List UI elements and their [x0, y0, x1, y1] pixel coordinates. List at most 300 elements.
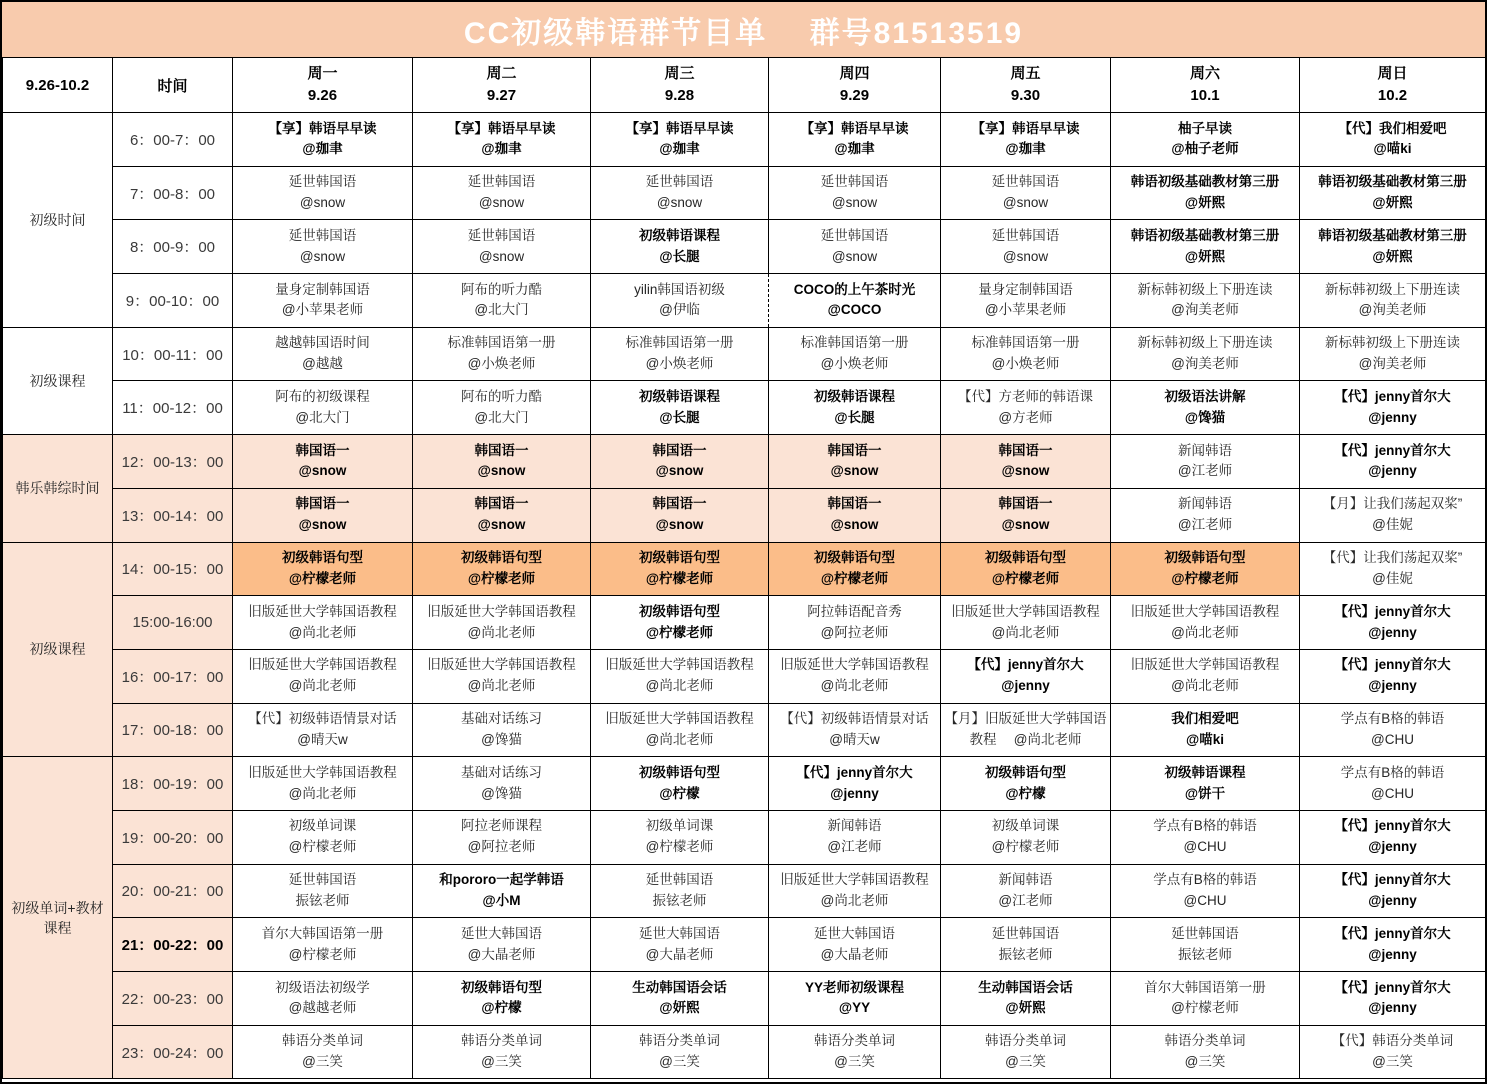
cell-lines: [593, 927, 766, 963]
cell-lines: [415, 658, 588, 694]
schedule-cell: [413, 274, 591, 328]
cell-lines: [235, 336, 410, 372]
course-title: 韩语初级基础教材第三册: [1130, 174, 1280, 190]
course-title: 【代】jenny首尔大: [1334, 388, 1451, 404]
cell-lines: [1113, 551, 1297, 587]
teacher-name: @jenny: [1368, 946, 1417, 962]
time-cell: 9：00-10：00: [113, 274, 233, 328]
cell-lines: [1302, 336, 1483, 372]
schedule-cell: [1111, 274, 1300, 328]
course-title: 和pororo一起学韩语: [439, 872, 564, 888]
cell-lines: [593, 229, 766, 265]
cell-lines: [771, 444, 938, 480]
teacher-name: @snow: [478, 195, 525, 211]
course-title: 初级韩语句型: [814, 550, 895, 565]
course-title: 韩国语一: [295, 496, 350, 512]
schedule-cell: [233, 757, 413, 811]
schedule-cell: [233, 596, 413, 650]
cell-lines: [415, 1034, 588, 1070]
course-title: 旧版延世大学韩国语教程: [427, 657, 576, 673]
course-title: 学点有B格的韩语: [1153, 818, 1257, 834]
teacher-name: @snow: [656, 195, 703, 211]
course-title: 韩语分类单词: [282, 1033, 363, 1049]
cell-lines: [943, 819, 1108, 855]
teacher-name: @尚北老师: [991, 624, 1060, 640]
time-cell: 11：00-12：00: [113, 381, 233, 435]
schedule-cell: [233, 113, 413, 167]
teacher-name: @长腿: [659, 409, 700, 425]
teacher-name: @珈聿: [302, 141, 343, 157]
cell-lines: [235, 819, 410, 855]
cell-lines: [593, 336, 766, 372]
schedule-cell: [1300, 488, 1486, 542]
day-header-3: [591, 58, 769, 113]
cell-lines: [1113, 175, 1297, 211]
cell-lines: [1302, 283, 1483, 319]
time-cell: 15:00-16:00: [113, 596, 233, 650]
time-cell: 10：00-11：00: [113, 327, 233, 381]
teacher-name: @尚北老师: [288, 624, 357, 640]
schedule-cell: [1111, 488, 1300, 542]
teacher-name: @snow: [478, 248, 525, 264]
course-title: 旧版延世大学韩国语教程: [605, 657, 754, 673]
teacher-name: @jenny: [1368, 624, 1417, 640]
cell-lines: [1113, 766, 1297, 802]
schedule-cell: [769, 1025, 941, 1079]
table-row: [3, 596, 1486, 650]
row-group-label: 初级课程: [3, 542, 113, 757]
teacher-name: @尚北老师: [288, 785, 357, 801]
cell-lines: [771, 551, 938, 587]
teacher-name: @三笑: [1005, 1054, 1046, 1070]
weekday-label: 周三: [664, 64, 695, 82]
teacher-name: @尚北老师: [645, 678, 714, 694]
course-title: 延世韩国语: [288, 227, 357, 243]
course-title: 新闻韩语: [827, 818, 882, 834]
time-cell: 16：00-17：00: [113, 649, 233, 703]
date-label: 9.26: [307, 87, 338, 104]
course-title: 首尔大韩国语第一册: [261, 925, 384, 941]
course-title: 【代】jenny首尔大: [967, 657, 1084, 673]
cell-lines: [943, 981, 1108, 1017]
cell-lines: [1113, 390, 1297, 426]
schedule-cell: [413, 649, 591, 703]
schedule-cell: [1300, 220, 1486, 274]
teacher-name: @洵美老师: [1171, 356, 1239, 372]
schedule-cell: [591, 113, 769, 167]
cell-lines: [1113, 712, 1297, 748]
teacher-name: @小苹果老师: [984, 302, 1067, 318]
cell-lines: [1113, 229, 1297, 265]
cell-lines: [593, 658, 766, 694]
schedule-cell: [413, 864, 591, 918]
schedule-cell: [1300, 596, 1486, 650]
teacher-name: @三笑: [481, 1054, 522, 1070]
course-title: 【代】jenny首尔大: [1334, 818, 1451, 834]
course-title: 新标韩初级上下册连读: [1137, 335, 1273, 351]
cell-lines: [943, 873, 1108, 909]
schedule-cell: [1111, 220, 1300, 274]
cell-lines: [415, 229, 588, 265]
teacher-name: @江老师: [827, 839, 882, 855]
course-title: 延世韩国语: [467, 174, 536, 190]
teacher-name: @妍熙: [659, 1000, 700, 1016]
course-title: 韩国语一: [295, 442, 350, 458]
course-title: 韩语分类单词: [814, 1033, 895, 1049]
teacher-name: @江老师: [998, 892, 1053, 908]
teacher-name: @长腿: [834, 409, 875, 425]
teacher-name: @阿拉老师: [820, 624, 889, 640]
course-title: 旧版延世大学韩国语教程: [780, 657, 929, 673]
cell-lines: [771, 658, 938, 694]
course-title: 初级韩语句型: [985, 764, 1066, 780]
schedule-cell: [941, 703, 1111, 757]
day-header-7: [1300, 58, 1486, 113]
course-title: 韩语初级基础教材第三册: [1318, 174, 1467, 190]
course-title: 旧版延世大学韩国语教程: [427, 603, 576, 619]
teacher-name: @柠檬老师: [645, 624, 714, 640]
course-title: 量身定制韩国语: [978, 281, 1073, 297]
teacher-name: @尚北老师: [645, 731, 714, 747]
schedule-cell: [1111, 1025, 1300, 1079]
teacher-name: 振铉老师: [998, 946, 1053, 962]
teacher-name: @晴天w: [829, 731, 880, 747]
schedule-cell: [941, 488, 1111, 542]
cell-lines: [415, 605, 588, 641]
cell-lines: [943, 175, 1108, 211]
cell-lines: [1113, 497, 1297, 533]
cell-lines: [415, 122, 588, 158]
teacher-name: @洵美老师: [1171, 302, 1239, 318]
teacher-name: @jenny: [1001, 678, 1050, 694]
schedule-cell: [1300, 542, 1486, 596]
teacher-name: @尚北老师: [820, 678, 889, 694]
teacher-name: @snow: [1001, 517, 1050, 533]
cell-lines: [235, 658, 410, 694]
course-title: 延世大韩国语: [461, 925, 542, 941]
schedule-cell: [1300, 327, 1486, 381]
teacher-name: @snow: [830, 517, 879, 533]
course-title: 越越韩国语时间: [275, 335, 370, 351]
teacher-name: @snow: [477, 517, 526, 533]
cell-lines: [415, 873, 588, 909]
teacher-name: @柠檬: [1005, 785, 1046, 801]
cell-lines: [1113, 283, 1297, 319]
time-cell: 13：00-14：00: [113, 488, 233, 542]
course-title: 新标韩初级上下册连读: [1325, 335, 1460, 351]
schedule-cell: [1300, 810, 1486, 864]
teacher-name: @YY: [838, 1000, 871, 1016]
schedule-cell: [233, 703, 413, 757]
weekday-label: 周五: [1010, 64, 1041, 82]
course-title: 韩国语一: [827, 496, 882, 512]
schedule-cell: [233, 435, 413, 489]
schedule-cell: [769, 327, 941, 381]
teacher-name: @小焕老师: [991, 356, 1060, 372]
table-row: [3, 864, 1486, 918]
cell-lines: [593, 444, 766, 480]
teacher-name: @尚北老师: [1171, 678, 1239, 694]
schedule-cell: [941, 1025, 1111, 1079]
course-title: 初级韩语句型: [639, 603, 720, 619]
cell-lines: [943, 444, 1108, 480]
teacher-name: @尚北老师: [1171, 624, 1239, 640]
schedule-cell: [413, 810, 591, 864]
cell-lines: [771, 712, 938, 748]
cell-lines: [1113, 336, 1297, 372]
table-row: [3, 649, 1486, 703]
teacher-name: @妍熙: [1005, 1000, 1046, 1016]
teacher-name: @佳妮: [1372, 570, 1413, 586]
course-title: 韩语初级基础教材第三册: [1130, 227, 1280, 243]
schedule-cell: [591, 810, 769, 864]
teacher-name: @三笑: [302, 1054, 343, 1070]
schedule-cell: [1111, 864, 1300, 918]
schedule-cell: [941, 327, 1111, 381]
teacher-name: @尚北老师: [288, 678, 357, 694]
teacher-name: @喵ki: [1373, 141, 1412, 157]
table-row: [3, 488, 1486, 542]
cell-lines: [235, 390, 410, 426]
teacher-name: @三笑: [1184, 1054, 1226, 1070]
teacher-name: @妍熙: [1372, 248, 1413, 264]
teacher-name: @馋猫: [481, 785, 522, 801]
schedule-cell: [233, 918, 413, 972]
course-title: 旧版延世大学韩国语教程: [780, 872, 929, 888]
time-cell: 18：00-19：00: [113, 757, 233, 811]
schedule-cell: [1300, 435, 1486, 489]
teacher-name: @snow: [1002, 195, 1049, 211]
course-title: 生动韩国语会话: [632, 979, 727, 995]
schedule-cell: [591, 864, 769, 918]
schedule-cell: [413, 435, 591, 489]
course-title: 【享】韩语早早读: [447, 120, 556, 136]
course-title: 【代】jenny首尔大: [1334, 979, 1451, 995]
schedule-cell: [1111, 327, 1300, 381]
schedule-cell: [233, 274, 413, 328]
cell-lines: [943, 229, 1108, 265]
schedule-cell: [1300, 381, 1486, 435]
cell-lines: [415, 766, 588, 802]
cell-lines: [1302, 873, 1483, 909]
schedule-cell: [769, 757, 941, 811]
cell-lines: [771, 766, 938, 802]
course-title: 【代】初级韩语情景对话: [780, 711, 929, 727]
cell-lines: [1113, 873, 1297, 909]
schedule-cell: [1300, 166, 1486, 220]
day-header-4: [769, 58, 941, 113]
course-title: 旧版延世大学韩国语教程: [248, 603, 397, 619]
cell-lines: [235, 873, 410, 909]
schedule-cell: [413, 703, 591, 757]
teacher-name: @饼干: [1184, 785, 1226, 801]
course-title: 【代】韩语分类单词: [1331, 1033, 1454, 1049]
teacher-name: @jenny: [1368, 839, 1417, 855]
teacher-name: @snow: [1002, 248, 1049, 264]
cell-lines: [235, 175, 410, 211]
course-title: 初级单词课: [991, 818, 1060, 834]
teacher-name: @三笑: [659, 1054, 700, 1070]
row-group-label: 初级课程: [3, 327, 113, 434]
schedule-cell: [591, 918, 769, 972]
schedule-cell: [769, 596, 941, 650]
cell-lines: [771, 283, 938, 319]
course-title: 初级韩语课程: [814, 388, 895, 404]
schedule-cell: [413, 918, 591, 972]
schedule-cell: [413, 972, 591, 1026]
course-title: 标准韩国语第一册: [800, 335, 909, 351]
schedule-cell: [941, 757, 1111, 811]
schedule-cell: [769, 810, 941, 864]
schedule-cell: [769, 113, 941, 167]
schedule-cell: [1300, 649, 1486, 703]
course-title: 【月】让我们荡起双桨”: [1322, 496, 1463, 512]
cell-lines: [235, 283, 410, 319]
schedule-cell: [769, 274, 941, 328]
course-title: 韩语分类单词: [461, 1033, 542, 1049]
header-row: [3, 58, 1486, 113]
course-title: 【代】jenny首尔大: [1334, 442, 1451, 458]
teacher-name: @jenny: [1368, 409, 1417, 425]
schedule-cell: [233, 488, 413, 542]
course-title: 韩语分类单词: [639, 1033, 720, 1049]
teacher-name: @小M: [482, 892, 521, 908]
teacher-name: @妍熙: [1372, 195, 1413, 211]
cell-lines: [593, 551, 766, 587]
cell-lines: [415, 551, 588, 587]
course-title: 【代】我们相爱吧: [1338, 120, 1447, 136]
cell-lines: [235, 229, 410, 265]
teacher-name: @柠檬老师: [288, 839, 357, 855]
time-column-header: 时间: [113, 58, 233, 113]
cell-lines: [1302, 444, 1483, 480]
course-title: 【月】旧版延世大学韩国语: [944, 711, 1107, 727]
cell-lines: [593, 497, 766, 533]
time-cell: 19：00-20：00: [113, 810, 233, 864]
teacher-name: @snow: [655, 463, 704, 479]
course-title: 初级韩语句型: [639, 550, 720, 565]
course-title: 【代】jenny首尔大: [1334, 603, 1451, 619]
course-title: 生动韩国语会话: [978, 979, 1073, 995]
course-title: 旧版延世大学韩国语教程: [605, 711, 754, 727]
cell-lines: [1113, 122, 1297, 158]
course-title: 延世韩国语: [288, 174, 357, 190]
schedule-cell: [1111, 649, 1300, 703]
teacher-name: @尚北老师: [820, 892, 889, 908]
time-cell: 14：00-15：00: [113, 542, 233, 596]
schedule-cell: [941, 864, 1111, 918]
schedule-cell: [233, 381, 413, 435]
schedule-cell: [413, 1025, 591, 1079]
schedule-cell: [413, 327, 591, 381]
course-title: 韩国语一: [998, 442, 1053, 458]
course-title: 基础对话练习: [461, 711, 542, 727]
day-header-6: [1111, 58, 1300, 113]
schedule-cell: [413, 596, 591, 650]
cell-lines: [235, 605, 410, 641]
teacher-name: 教程 @尚北老师: [969, 731, 1082, 747]
cell-lines: [943, 605, 1108, 641]
schedule-cell: [1111, 703, 1300, 757]
course-title: 初级韩语句型: [282, 550, 363, 565]
course-title: 韩国语一: [998, 496, 1053, 512]
schedule-cell: [591, 542, 769, 596]
date-range-corner: 9.26-10.2: [3, 58, 113, 113]
schedule-cell: [591, 649, 769, 703]
schedule-cell: [769, 220, 941, 274]
schedule-cell: [941, 542, 1111, 596]
schedule-cell: [769, 542, 941, 596]
cell-lines: [235, 122, 410, 158]
teacher-name: @柠檬老师: [645, 839, 714, 855]
teacher-name: @柠檬老师: [1171, 570, 1239, 586]
cell-lines: [943, 551, 1108, 587]
schedule-cell: [413, 113, 591, 167]
course-title: 韩语分类单词: [985, 1033, 1066, 1049]
cell-lines: [593, 873, 766, 909]
schedule-cell: [591, 1025, 769, 1079]
cell-lines: [235, 497, 410, 533]
cell-lines: [1302, 927, 1483, 963]
cell-lines: [943, 336, 1108, 372]
cell-lines: [593, 1034, 766, 1070]
schedule-cell: [1111, 596, 1300, 650]
schedule-cell: [413, 542, 591, 596]
course-title: 【享】韩语早早读: [971, 120, 1080, 136]
schedule-cell: [769, 488, 941, 542]
schedule-cell: [1300, 918, 1486, 972]
schedule-cell: [1300, 703, 1486, 757]
cell-lines: [235, 927, 410, 963]
cell-lines: [1113, 1034, 1297, 1070]
course-title: 韩国语一: [474, 442, 529, 458]
teacher-name: @jenny: [1368, 678, 1417, 694]
course-title: 延世韩国语: [820, 174, 889, 190]
cell-lines: [235, 981, 410, 1017]
course-title: 韩国语一: [827, 442, 882, 458]
teacher-name: @小焕老师: [820, 356, 889, 372]
schedule-cell: [591, 488, 769, 542]
course-title: 阿布的初级课程: [275, 388, 370, 404]
teacher-name: @CHU: [1371, 731, 1414, 747]
schedule-cell: [1300, 864, 1486, 918]
cell-lines: [771, 497, 938, 533]
course-title: 新闻韩语: [1178, 496, 1232, 512]
teacher-name: @柠檬老师: [645, 570, 714, 586]
course-title: 初级韩语句型: [461, 550, 542, 565]
schedule-cell: [413, 220, 591, 274]
teacher-name: @珈聿: [1005, 141, 1046, 157]
teacher-name: @snow: [1001, 463, 1050, 479]
schedule-cell: [233, 649, 413, 703]
teacher-name: @尚北老师: [467, 678, 536, 694]
course-title: 延世韩国语: [467, 227, 536, 243]
course-title: 【代】jenny首尔大: [1334, 657, 1451, 673]
table-row: [3, 757, 1486, 811]
cell-lines: [235, 444, 410, 480]
course-title: 初级单词课: [645, 818, 714, 834]
schedule-cell: [1300, 972, 1486, 1026]
course-title: 旧版延世大学韩国语教程: [1130, 603, 1280, 619]
cell-lines: [1113, 819, 1297, 855]
page-title: CC初级韩语群节目单 群号81513519: [2, 2, 1485, 57]
schedule-cell: [233, 327, 413, 381]
teacher-name: @柠檬老师: [991, 839, 1060, 855]
course-title: 初级语法讲解: [1164, 388, 1246, 404]
course-title: 【代】初级韩语情景对话: [248, 711, 397, 727]
teacher-name: @大晶老师: [820, 946, 889, 962]
teacher-name: @CHU: [1371, 785, 1414, 801]
